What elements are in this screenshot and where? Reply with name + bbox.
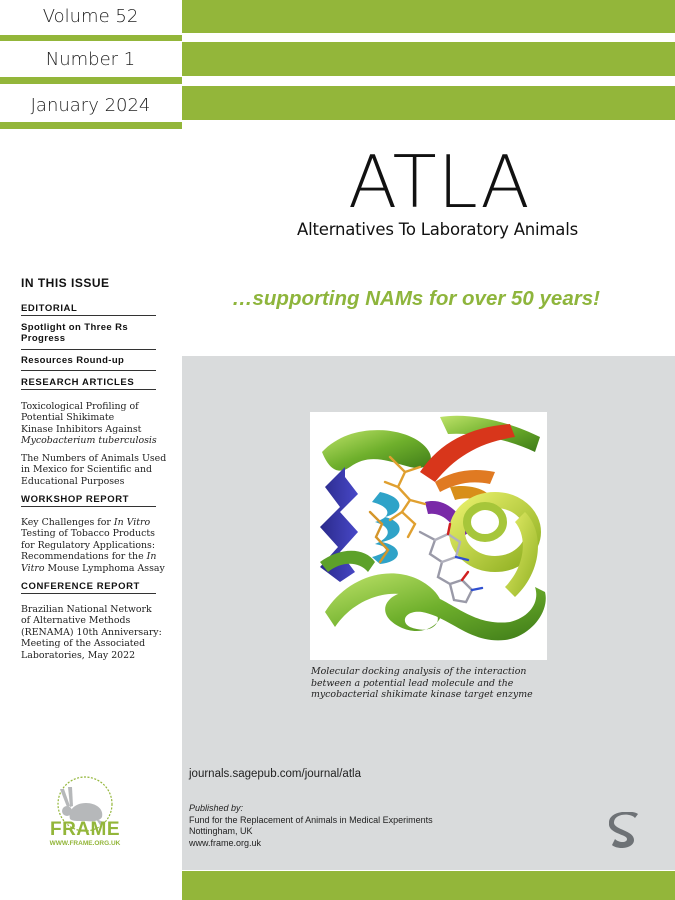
journal-subtitle: Alternatives To Laboratory Animals <box>297 220 578 239</box>
frame-logo-name: FRAME <box>49 819 121 840</box>
caption-line: mycobacterial shikimate kinase target enzyme <box>311 689 533 700</box>
research-article-1-line: Mycobacterium tuberculosis <box>21 435 157 447</box>
section-rule <box>21 506 156 507</box>
section-workshop-report: WORKSHOP REPORT <box>21 494 130 505</box>
research-article-2-line: The Numbers of Animals Used <box>21 453 167 464</box>
volume-label: Volume 52 <box>42 6 139 27</box>
workshop-line: Mouse Lymphoma Assay <box>44 562 165 574</box>
publisher-info <box>189 815 433 849</box>
section-rule <box>21 349 156 350</box>
research-article-2[interactable] <box>21 453 176 487</box>
section-rule <box>21 370 156 371</box>
workshop-line: Testing of Tobacco Products <box>21 528 155 540</box>
research-article-2-line: Educational Purposes <box>21 475 125 487</box>
header-bar-date <box>182 86 675 120</box>
sage-logo-icon <box>609 812 639 852</box>
section-conference-report: CONFERENCE REPORT <box>21 581 140 592</box>
editorial-item[interactable]: Resources Round-up <box>21 355 125 366</box>
research-article-1-line: Toxicological Profiling of <box>21 401 139 412</box>
conference-line: Laboratories, May 2022 <box>21 649 136 661</box>
journal-url-link[interactable]: journals.sagepub.com/journal/atla <box>189 768 361 780</box>
in-this-issue-heading: IN THIS ISSUE <box>21 276 110 290</box>
section-rule <box>21 315 156 316</box>
header-bar-number <box>182 42 675 76</box>
section-research-articles: RESEARCH ARTICLES <box>21 377 135 388</box>
frame-logo <box>40 775 130 851</box>
publisher-location: Nottingham, UK <box>189 826 253 837</box>
conference-line: of Alternative Methods <box>21 615 131 627</box>
caption-line: between a potential lead molecule and the <box>311 677 514 689</box>
journal-title: ATLA <box>348 140 531 224</box>
conference-line: (RENAMA) 10th Anniversary: <box>21 626 162 638</box>
section-editorial: EDITORIAL <box>21 303 78 314</box>
research-article-1[interactable] <box>21 401 176 447</box>
frame-logo-url: WWW.FRAME.ORG.UK <box>49 840 121 847</box>
header-rule-2 <box>0 77 182 84</box>
conference-report-item[interactable] <box>21 604 176 661</box>
publisher-name: Fund for the Replacement of Animals in Medical Experiments <box>189 815 433 825</box>
workshop-line: for Regulatory Applications: <box>21 539 156 551</box>
published-by-label: Published by: <box>189 803 244 813</box>
header-rule-1 <box>0 35 182 41</box>
research-article-2-line: in Mexico for Scientific and <box>21 464 153 476</box>
section-rule <box>21 389 156 390</box>
header-rule-3 <box>0 122 182 129</box>
research-article-1-line: Potential Shikimate <box>21 412 115 424</box>
workshop-line-italic: In Vitro <box>113 517 151 528</box>
editorial-item[interactable]: Progress <box>21 333 66 344</box>
conference-line: Meeting of the Associated <box>21 638 146 650</box>
tagline: …supporting NAMs for over 50 years! <box>232 287 600 310</box>
protein-ribbon-illustration <box>310 412 547 660</box>
image-caption <box>311 666 611 701</box>
publisher-website-link[interactable]: www.frame.org.uk <box>189 837 262 848</box>
footer-bar <box>182 871 675 900</box>
issue-date-label: January 2024 <box>30 95 151 116</box>
workshop-report-item[interactable] <box>21 517 176 574</box>
editorial-item[interactable]: Spotlight on Three Rs <box>21 322 129 333</box>
workshop-line-italic: In <box>146 551 157 563</box>
research-article-1-line: Kinase Inhibitors Against <box>21 423 142 435</box>
header-bar-volume <box>182 0 675 33</box>
caption-line: Molecular docking analysis of the interaction <box>311 666 527 677</box>
workshop-line-italic: Vitro <box>21 562 45 574</box>
workshop-line: Key Challenges for <box>21 517 114 528</box>
molecular-docking-image <box>310 412 547 660</box>
conference-line: Brazilian National Network <box>21 604 152 615</box>
issue-number-label: Number 1 <box>45 49 136 70</box>
workshop-line: Recommendations for the <box>21 551 147 563</box>
section-rule <box>21 593 156 594</box>
